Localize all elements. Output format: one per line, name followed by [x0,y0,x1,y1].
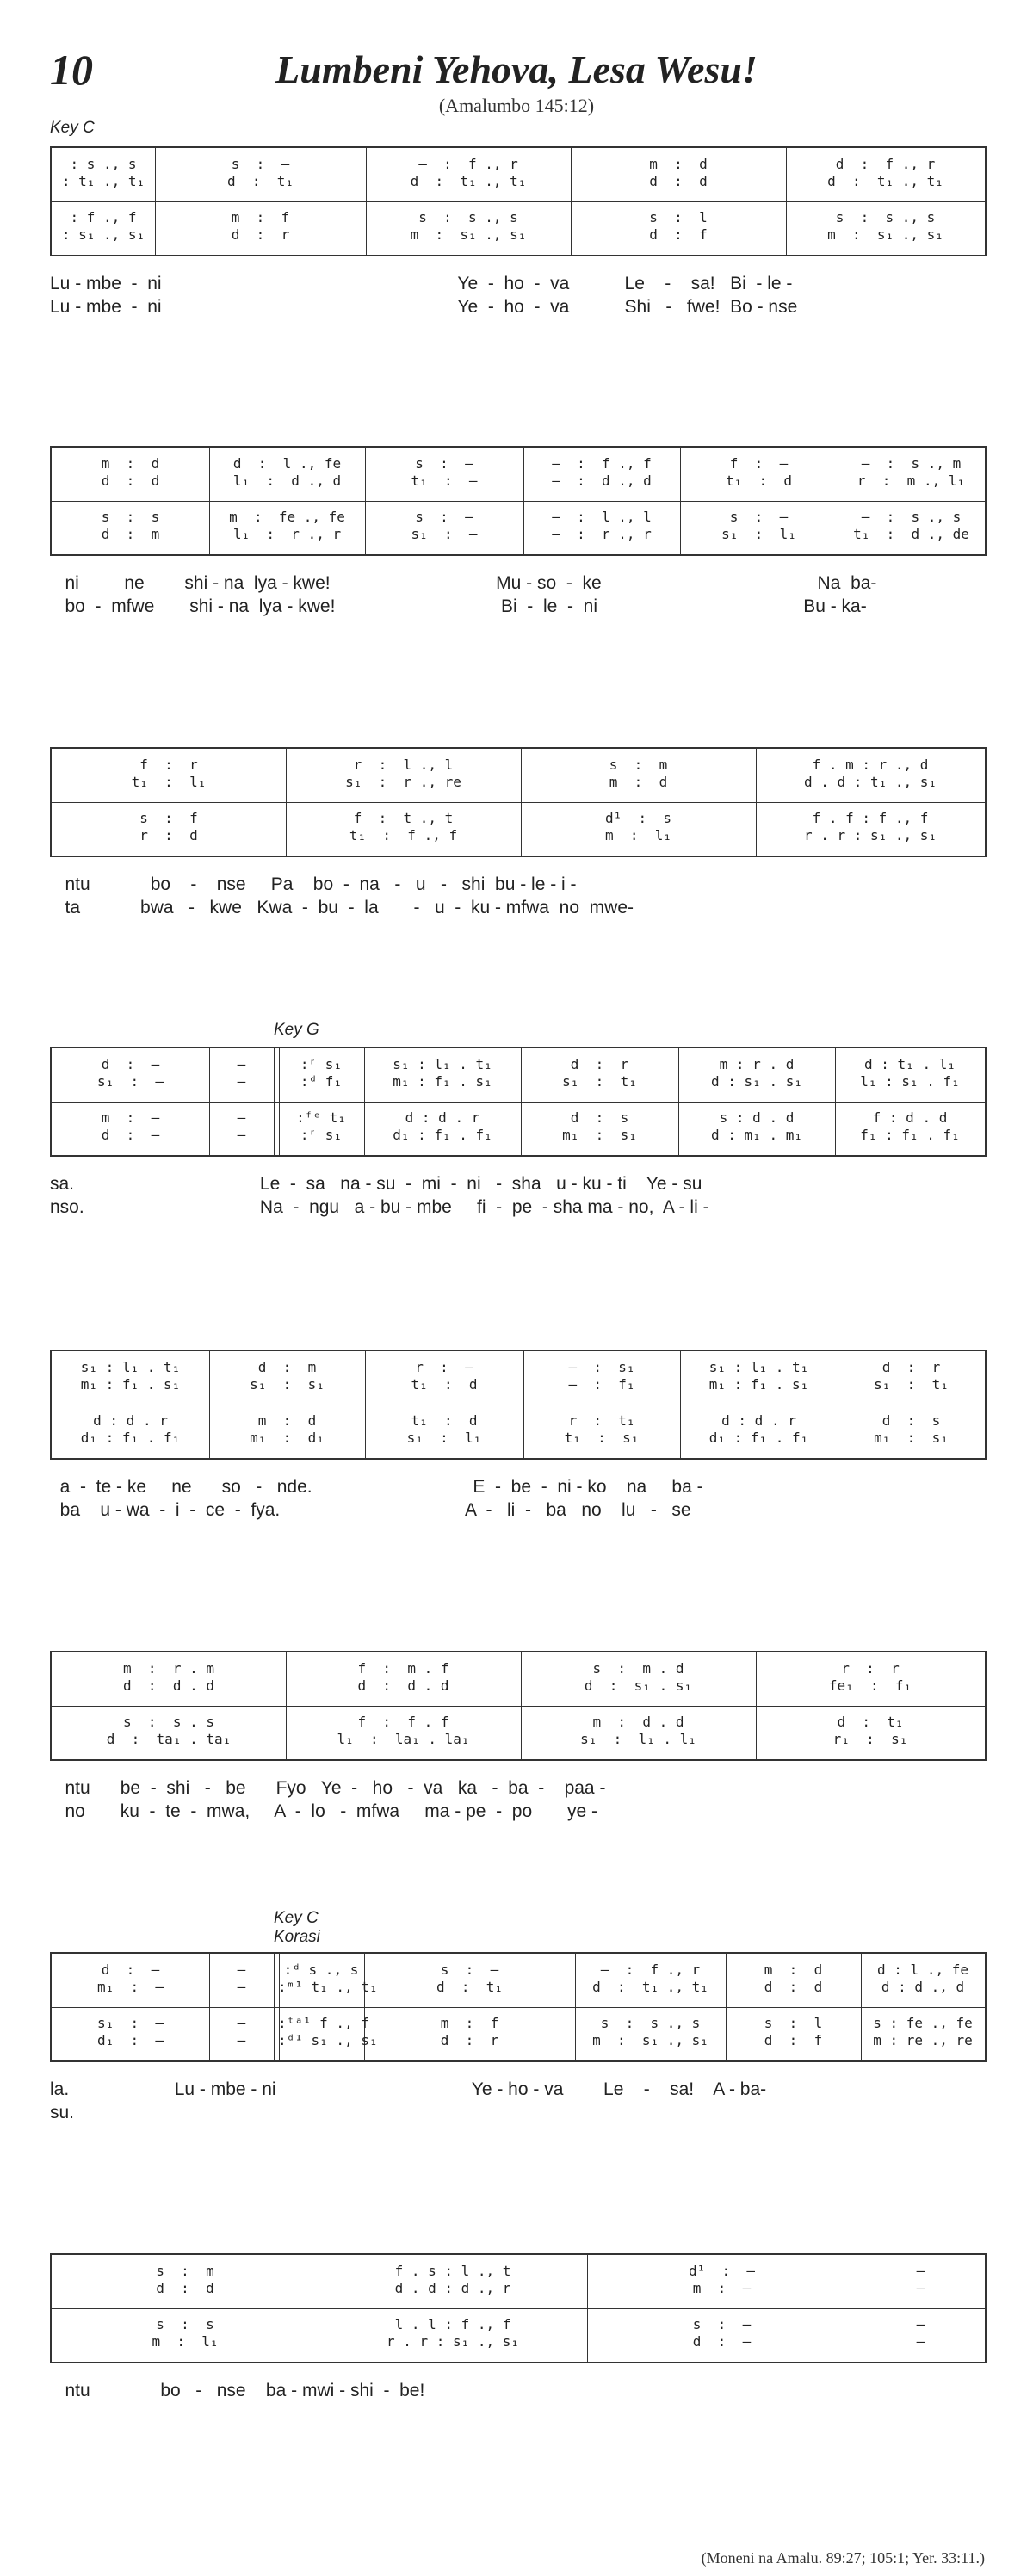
note-line: m₁ : s₁ [562,1127,637,1143]
note-line: t₁ : d [411,1412,478,1429]
measure [680,448,838,554]
note-line: d : f [764,2032,823,2048]
note-line: m₁ : f₁ . s₁ [80,1376,181,1393]
note-line: — [916,2280,925,2296]
note-line: s : f [139,810,198,826]
note-line: — : f ., r [418,156,518,172]
note-line: f : — [729,455,789,472]
note-line: f . f : f ., f [812,810,929,826]
note-line: d : l ., fe [232,455,342,472]
note-line: s : — [415,455,473,472]
note-line: m₁ : s₁ [874,1430,949,1446]
lyric-line: su. [50,2103,75,2122]
note-line: s₁ : — [411,526,478,542]
note-line: d : d [156,2280,214,2296]
note-line: s₁ : l₁ . t₁ [393,1056,492,1072]
measure [52,2255,319,2362]
note-line: m : re ., re [873,2032,973,2048]
measure [209,1351,365,1458]
note-line: s₁ : r ., re [345,774,461,790]
lyric-line: ni ne shi - na lya - kwe! Mu - so - ke Na ba- [50,573,877,593]
note-line: s : — [415,509,473,525]
note-line: d : — [101,1127,160,1143]
note-line: t₁ : l₁ [131,774,207,790]
note-line: r : l ., l [353,757,454,773]
song-title: Lumbeni Yehova, Lesa Wesu! [275,47,758,91]
note-line: — [916,2333,925,2350]
music-staff [50,2253,987,2363]
note-line: t₁ : d [411,1376,478,1393]
note-line: r : m ., l₁ [857,473,966,489]
lyric-line: la. Lu - mbe - ni Ye - ho - va Le - sa! A - ba- [50,2079,767,2099]
lyric-line: no ku - te - mwa, A - lo - mfwa ma - pe - po ye - [50,1801,598,1821]
note-line: s : s ., s [418,209,518,225]
note-line: r : t₁ [568,1412,635,1429]
note-line: s₁ : t₁ [562,1073,637,1090]
note-line: d : — [101,1961,160,1978]
note-line: m : — [101,1109,160,1126]
measure [680,1351,838,1458]
note-line: s : m [156,2263,214,2279]
note-line: s : s [156,2316,214,2332]
section-label: Korasi [274,1928,320,1946]
note-line: s : m . d [592,1660,684,1677]
note-line: d : — [101,1056,160,1072]
note-line: d . d : d ., r [394,2280,511,2296]
music-staff [50,446,987,556]
lyric-line: a - te - ke ne so - nde. E - be - ni - ko na ba - [50,1477,703,1497]
note-line: :ʳ s₁ [300,1056,343,1072]
note-line: l₁ : d ., d [232,473,342,489]
note-line: s : s ., s [835,209,936,225]
note-line: m : s₁ ., s₁ [410,226,527,243]
measure [678,1048,835,1155]
note-line: m : s₁ ., s₁ [592,2032,708,2048]
note-line: r : d [139,827,198,843]
note-line: — [916,2263,925,2279]
note-line: d : m [257,1359,317,1375]
measure [364,1048,521,1155]
lyric-line: bo - mfwe shi - na lya - kwe! Bi - le - ni Bu - ka- [50,596,867,616]
measure [319,2255,587,2362]
scripture-reference: (Amalumbo 145:12) [438,95,595,116]
note-line: — : s ., m [861,455,962,472]
measure [278,1954,378,2060]
note-line: :ᵐ¹ t₁ ., t₁ [278,1979,378,1995]
note-line: d : t₁ ., t₁ [592,1979,708,1995]
measure [786,148,985,255]
note-line: r : — [415,1359,473,1375]
note-line: d : d [649,173,708,189]
note-line: m : r . m [123,1660,214,1677]
note-line: — : f ., f [552,455,652,472]
music-staff [50,1952,987,2062]
music-staff [50,1047,987,1157]
note-line: m : d [101,455,160,472]
note-line: d : t₁ [436,1979,504,1995]
note-line: d : d [764,1979,823,1995]
note-line: d : t₁ . l₁ [864,1056,956,1072]
note-line: d₁ : f₁ . f₁ [80,1430,181,1446]
note-line: s₁ : l₁ . l₁ [580,1731,696,1747]
measure [756,1652,985,1759]
note-line: s : s [101,509,160,525]
note-line: s : — [692,2316,752,2332]
note-line: s : d . d [719,1109,795,1126]
note-line: d : r [231,226,290,243]
measure [286,1652,521,1759]
note-line: f₁ : f₁ . f₁ [860,1127,960,1143]
footer-reference: (Moneni na Amalu. 89:27; 105:1; Yer. 33:11.) [701,2549,985,2567]
measure [155,148,366,255]
measure [52,448,209,554]
note-line: s₁ : l₁ . t₁ [708,1359,809,1375]
note-line: d : d . d [123,1677,214,1694]
note-line: s : l [649,209,708,225]
note-line: f : d . d [872,1109,948,1126]
lyric-line: nso. Na - ngu a - bu - mbe fi - pe - sha ma - no, A - li - [50,1197,709,1217]
measure [726,1954,861,2060]
note-line: d : d . d [357,1677,449,1694]
note-line: :ʳ s₁ [300,1127,343,1143]
note-line: r . r : s₁ ., s₁ [386,2333,520,2350]
note-line: d : s₁ . s₁ [584,1677,693,1694]
note-line: d : s [570,1109,629,1126]
measure [521,749,756,856]
measure [209,448,365,554]
measure [286,749,521,856]
note-line: — [237,1127,246,1143]
note-line: m₁ : d₁ [250,1430,325,1446]
measure [52,1351,209,1458]
key-label: Key C [50,119,95,137]
measure [209,1048,274,1155]
note-line: — [237,1073,246,1090]
note-line: s₁ : t₁ [874,1376,949,1393]
note-line: — : s₁ [568,1359,635,1375]
lyric-line: Lu - mbe - ni Ye - ho - va Le - sa! Bi - le - [50,274,793,293]
note-line: d : s₁ . s₁ [711,1073,802,1090]
note-line: d : f ., r [835,156,936,172]
note-line: — [237,2032,246,2048]
note-line: : s ., s [70,156,137,172]
song-number: 10 [50,46,93,94]
note-line: :ᵈ s ., s [283,1961,359,1978]
note-line: d : — [692,2333,752,2350]
measure [587,2255,857,2362]
note-line: s₁ : l₁ [721,526,796,542]
measure [521,1048,678,1155]
key-label: Key C [274,1909,319,1927]
note-line: m : d [649,156,708,172]
note-line: d : d . r [93,1412,168,1429]
note-line: m : fe ., fe [229,509,345,525]
measure [209,1954,274,2060]
note-line: :ᵗᵃ¹ f ., f [278,2015,369,2031]
note-line: — : l ., l [552,509,652,525]
note-line: f . m : r ., d [812,757,929,773]
music-staff [50,146,987,256]
note-line: d¹ : s [604,810,672,826]
note-line: — [237,1979,246,1995]
measure [364,1954,575,2060]
note-line: r . r : s₁ ., s₁ [803,827,937,843]
note-line: r₁ : s₁ [832,1731,908,1747]
note-line: d : l ., fe [877,1961,968,1978]
note-line: f . s : l ., t [394,2263,511,2279]
note-line: d : r [881,1359,941,1375]
measure [365,448,523,554]
note-line: — [237,1056,246,1072]
note-line: — [237,1961,246,1978]
note-line: : t₁ ., t₁ [61,173,145,189]
note-line: — : f₁ [568,1376,635,1393]
note-line: d₁ : — [96,2032,164,2048]
note-line: s : s . s [123,1714,214,1730]
measure [571,148,786,255]
measure [523,1351,680,1458]
lyric-line: sa. Le - sa na - su - mi - ni - sha u - ku - ti Ye - su [50,1174,702,1194]
note-line: m : d [764,1961,823,1978]
note-line: d : t₁ ., t₁ [827,173,943,189]
note-line: m : f [440,2015,499,2031]
note-line: m : f [231,209,290,225]
note-line: s₁ : — [96,2015,164,2031]
note-line: l₁ : s₁ . f₁ [860,1073,960,1090]
measure [756,749,985,856]
measure [575,1954,726,2060]
note-line: t₁ : f ., f [349,827,458,843]
note-line: m : d . d [592,1714,684,1730]
note-line: s₁ : l₁ [406,1430,482,1446]
measure [52,1954,209,2060]
measure [366,148,571,255]
note-line: s : fe ., fe [873,2015,973,2031]
note-line: :ᵈ f₁ [300,1073,343,1090]
key-label: Key G [274,1021,319,1039]
note-line: m : s₁ ., s₁ [827,226,943,243]
note-line: d : t₁ [226,173,294,189]
note-line: — [237,2015,246,2031]
lyric-line: ntu bo - nse Pa bo - na - u - shi bu - le - i - [50,874,577,894]
note-line: — : d ., d [552,473,652,489]
note-line: — : s ., s [861,509,962,525]
note-line: — : r ., r [552,526,652,542]
note-line: s : — [729,509,789,525]
note-line: s : — [440,1961,499,1978]
note-line: r : r [841,1660,900,1677]
lyric-line: ba u - wa - i - ce - fya. A - li - ba no lu - se [50,1500,691,1520]
note-line: d : m [101,526,160,542]
measure [521,1652,756,1759]
note-line: d : d [101,473,160,489]
measure [838,448,985,554]
note-line: d : r [440,2032,499,2048]
music-staff [50,1651,987,1761]
measure [52,148,155,255]
music-staff [50,747,987,857]
measure [861,1954,985,2060]
note-line: s₁ : l₁ . t₁ [80,1359,181,1375]
note-line: d₁ : f₁ . f₁ [393,1127,492,1143]
measure [278,1048,364,1155]
note-line: d : r [570,1056,629,1072]
note-line: d : d ., d [881,1979,965,1995]
note-line: s₁ : s₁ [250,1376,325,1393]
note-line: s₁ : — [96,1073,164,1090]
note-line: m : d [609,774,668,790]
lyric-line: ntu be - shi - be Fyo Ye - ho - va ka - ba - paa - [50,1778,606,1798]
note-line: m₁ : — [96,1979,164,1995]
music-staff [50,1350,987,1460]
note-line: d₁ : f₁ . f₁ [708,1430,809,1446]
note-line: fe₁ : f₁ [828,1677,912,1694]
note-line: : f ., f [70,209,137,225]
measure [857,2255,985,2362]
note-line: — [237,1109,246,1126]
measure [523,448,680,554]
note-line: d : ta₁ . ta₁ [106,1731,232,1747]
note-line: f : f . f [357,1714,449,1730]
note-line: l . l : f ., f [394,2316,511,2332]
note-line: m : r . d [719,1056,795,1072]
note-line: — : f ., r [600,1961,701,1978]
note-line: m₁ : f₁ . s₁ [393,1073,492,1090]
note-line: d : t₁ ., t₁ [410,173,527,189]
note-line: l₁ : r ., r [232,526,342,542]
note-line: t₁ : — [411,473,478,489]
note-line: d : f [649,226,708,243]
note-line: s : m [609,757,668,773]
note-line: t₁ : d [725,473,793,489]
note-line: — [916,2316,925,2332]
note-line: m : d [257,1412,317,1429]
measure [835,1048,985,1155]
note-line: f : m . f [357,1660,449,1677]
note-line: m : l₁ [604,827,672,843]
measure [838,1351,985,1458]
note-line: d : m₁ . m₁ [711,1127,802,1143]
note-line: d : d . r [405,1109,480,1126]
note-line: d . d : t₁ ., s₁ [803,774,937,790]
lyric-line: Lu - mbe - ni Ye - ho - va Shi - fwe! Bo - nse [50,297,798,317]
note-line: d : t₁ [837,1714,904,1730]
note-line: d : s [881,1412,941,1429]
note-line: m : l₁ [152,2333,219,2350]
note-line: m₁ : f₁ . s₁ [708,1376,809,1393]
lyric-line: ntu bo - nse ba - mwi - shi - be! [50,2381,425,2400]
measure [52,1048,209,1155]
note-line: f : t ., t [353,810,454,826]
note-line: d¹ : — [688,2263,756,2279]
note-line: s : l [764,2015,823,2031]
note-line: :ᶠᵉ t₁ [296,1109,346,1126]
note-line: d : d . r [721,1412,796,1429]
note-line: s : s ., s [600,2015,701,2031]
note-line: m : — [692,2280,752,2296]
measure [52,749,286,856]
note-line: t₁ : s₁ [564,1430,640,1446]
note-line: l₁ : la₁ . la₁ [337,1731,470,1747]
lyric-line: ta bwa - kwe Kwa - bu - la - u - ku - mfwa no mwe- [50,898,634,917]
note-line: f : r [139,757,198,773]
note-line: s : — [231,156,290,172]
note-line: t₁ : d ., de [853,526,969,542]
measure [365,1351,523,1458]
note-line: : s₁ ., s₁ [61,226,145,243]
note-line: :ᵈ¹ s₁ ., s₁ [278,2032,378,2048]
measure [52,1652,286,1759]
